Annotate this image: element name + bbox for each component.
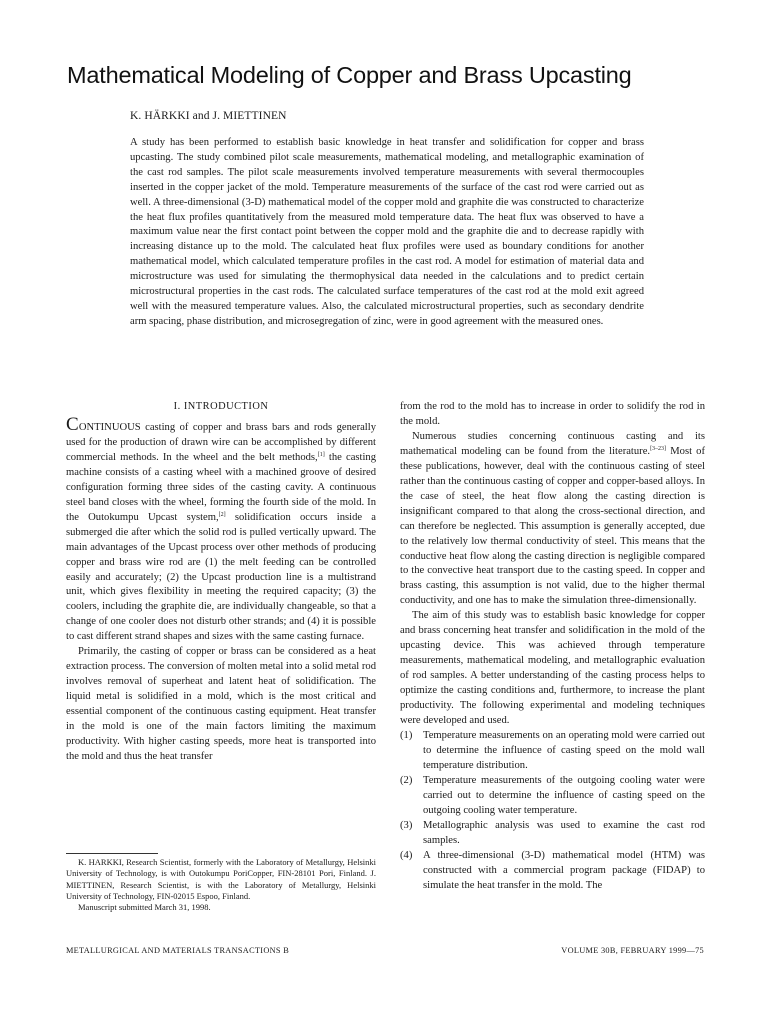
- list-item: [400, 729, 705, 774]
- literature-text-a: Numerous studies concerning continuous casting and its mathematical modeling can be found from the literature.: [400, 430, 705, 457]
- drop-cap: C: [66, 414, 79, 435]
- small-caps-word: ONTINUOUS: [78, 422, 141, 433]
- intro-text-c: solidification occurs inside a submerged die after which the solid rod is pulled vertically upward. The main advantages of the Upcast process over other methods of producing copper and brass wire rod are (1) the melt feeding can be controlled easily and accurately; (2) the Upcast production line is a multistrand unit, which gives flexibility in meeting the required capacity; (3) the coolers, including the graphite die, are individually changeable, so that a change of one cooler does not disturb other strands; and (4) it is possible to cast different strand shapes and sizes with the same casting furnace.: [66, 511, 377, 643]
- techniques-list: [400, 729, 705, 893]
- list-item: [400, 774, 705, 819]
- intro-paragraph-1: [66, 414, 377, 645]
- intro-paragraph-2: Primarily, the casting of copper or brass can be considered as a heat extraction process. The conversion of molten metal into a solid metal rod involves removal of superheat and latent heat of solidification. The liquid metal is solidified in a mold, which is the most critical and essential component of the continuous casting equipment. Heat transfer in the mold is one of the main factors limiting the maximum productivity. With higher casting speeds, more heat is transported into the mold and thus the heat transfer: [66, 646, 376, 762]
- list-text: Temperature measurements on an operating mold were carried out to determine the influence of casting speed on the mold wall temperature distribution.: [423, 729, 705, 771]
- reference-marker: [2]: [218, 511, 226, 518]
- footnote-affiliations: K. HARKKI, Research Scientist, formerly with the Laboratory of Metallurgy, Helsinki University of Technology, is with Outokumpu PoriCopper, FIN-28101 Pori, Finland. J. MIETTINEN, Research Scientist, is with the Laboratory of Metallurgy, Helsinki University of Technology, FIN-02015 Espoo, Finland.: [66, 857, 376, 901]
- article-authors: K. HÄRKKI and J. MIETTINEN: [130, 110, 287, 122]
- aim-paragraph: The aim of this study was to establish basic knowledge for copper and brass concerning heat transfer and solidification in the mold of the upcasting device. This was achieved through temperature measurements, mathematical modeling, and metallographic evaluation of rod samples. A better understanding of the casting process helps to optimize the casting conditions and, furthermore, to increase the plant productivity. The following experimental and modeling techniques were developed and used.: [400, 610, 705, 727]
- left-column: [66, 400, 376, 765]
- list-number: (2): [400, 774, 413, 786]
- manuscript-submitted: Manuscript submitted March 31, 1998.: [78, 902, 211, 913]
- reference-marker: [3–23]: [650, 445, 667, 452]
- author-footnote: [66, 857, 376, 913]
- intro-text-a: casting of copper and brass bars and rods generally used for the production of drawn wire can be accomplished by different commercial methods. In the wheel and the belt methods,: [66, 422, 376, 463]
- list-item: [400, 819, 705, 849]
- article-abstract: A study has been performed to establish basic knowledge in heat transfer and solidification for copper and brass upcasting. The study combined pilot scale measurements, mathematical modeling, and metallographic examination of the cast rod samples. The pilot scale measurements involved temperature measurements with several thermocouples inserted in the copper jacket of the mold. Temperature measurements of the surface of the cast rod were carried out as well. A three-dimensional (3-D) mathematical model of the copper mold and graphite die was constructed to characterize the heat flux profiles quantitatively from the measured mold temperature data. The heat flux was observed to have a maximum value near the first contact point between the copper mold and the graphite die and to decrease rapidly with increasing distance up to the mold. The calculated heat flux profiles were used as boundary conditions for another mathematical model, which calculated temperature profiles in the cast rod. A model for estimation of material data and microstructure was used for simulating the thermophysical data needed in the calculations and to predict certain microstructural properties in the cast rods. The calculated surface temperatures of the cast rod at the mold exit agreed well with the measured temperature values. Also, the calculated microstructural properties, such as secondary dendrite arm spacing, phase distribution, and microsegregation of zinc, were in good agreement with the measured ones.: [130, 137, 644, 327]
- continued-paragraph: from the rod to the mold has to increase in order to solidify the rod in the mold.: [400, 401, 705, 427]
- list-item: [400, 849, 705, 894]
- list-text: A three-dimensional (3-D) mathematical model (HTM) was constructed with a commercial program package (FIDAP) to simulate the heat transfer in the mold. The: [423, 849, 705, 891]
- literature-text-b: Most of these publications, however, deal with the continuous casting of steel rather than the continuous casting of copper and copper-based alloys. In the case of steel, the heat flow along the casting direction is insignificant compared to that along the cross-sectional direction, and can therefore be neglected. This assumption is generally accepted, due to the relatively low thermal conductivity of steel. This means that the conductive heat flow along the casting direction is negligible compared to the convective heat transport due to the casting speed. In copper and brass casting, this assumption is not valid, due to the higher thermal conductivity, and one has to make the simulation three-dimensionally.: [400, 445, 705, 607]
- journal-name-footer: METALLURGICAL AND MATERIALS TRANSACTIONS B: [66, 946, 290, 955]
- literature-paragraph: [400, 430, 705, 609]
- list-number: (4): [400, 849, 413, 861]
- list-text: Temperature measurements of the outgoing cooling water were carried out to determine the influence of casting speed on the outgoing cooling water temperature.: [423, 774, 705, 816]
- article-title: Mathematical Modeling of Copper and Brass Upcasting: [67, 62, 632, 88]
- list-number: (3): [400, 819, 413, 831]
- right-column: [400, 400, 705, 893]
- volume-page-footer: VOLUME 30B, FEBRUARY 1999—75: [561, 946, 704, 955]
- intro-text-b: the casting machine consists of a casting wheel with a machined groove of desired configuration forming three sides of the casting cavity. A continuous steel band closes with the wheel, forming the fourth side of the mold. In the Outokumpu Upcast system,: [66, 451, 377, 523]
- list-text: Metallographic analysis was used to examine the cast rod samples.: [423, 819, 705, 846]
- section-heading-introduction: I. INTRODUCTION: [173, 401, 269, 412]
- footnote-divider: [66, 853, 158, 854]
- reference-marker: [1]: [317, 451, 325, 458]
- list-number: (1): [400, 729, 413, 741]
